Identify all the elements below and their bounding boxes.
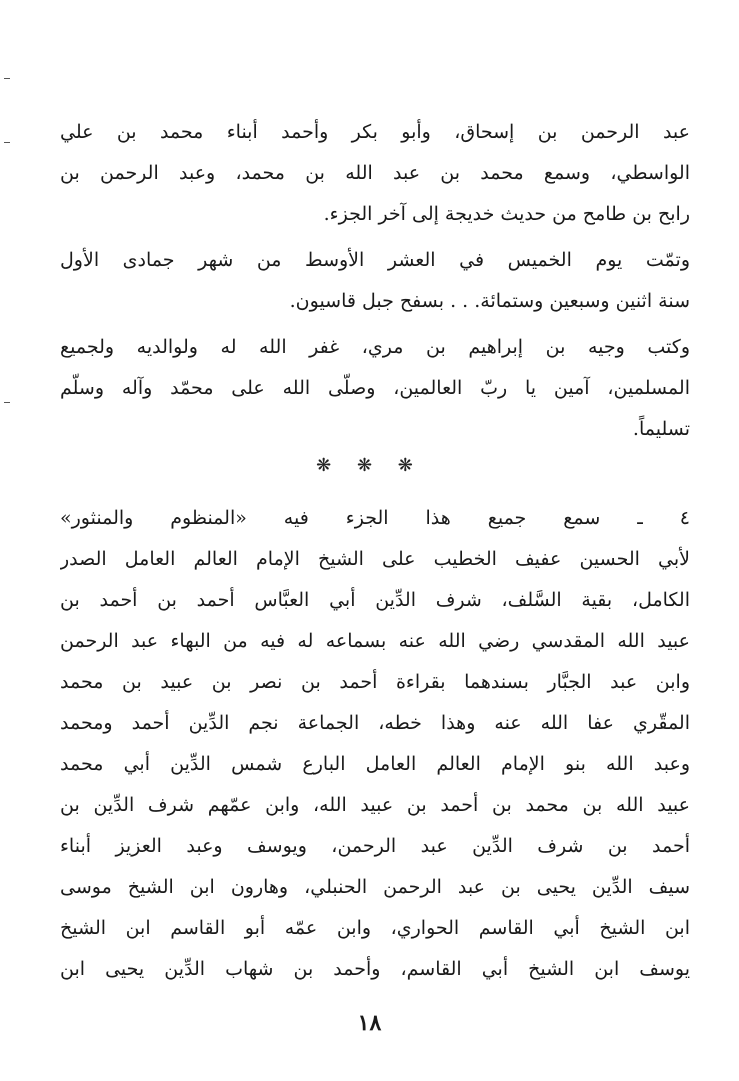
paragraph-1	[60, 112, 690, 235]
page-number: ١٨	[357, 1010, 382, 1036]
text-line: عبيد الله بن محمد بن أحمد بن عبيد الله، وابن عمّهم شرف الدِّين بن	[60, 794, 690, 816]
margin-mark	[4, 402, 10, 403]
text-line: المقّري عفا الله عنه وهذا خطه، الجماعة نجم الدِّين أحمد ومحمد	[60, 712, 690, 734]
section-separator: ❋ ❋ ❋	[316, 455, 423, 476]
text-line: تسليماً.	[632, 418, 690, 440]
text-line: يوسف ابن الشيخ أبي القاسم، وأحمد بن شهاب الدِّين يحيى ابن	[60, 958, 690, 980]
text-line: رابح بن طامح من حديث خديجة إلى آخر الجزء.	[323, 203, 690, 225]
text-line: وعبد الله بنو الإمام العالم العامل البارع شمس الدِّين أبي محمد	[60, 753, 690, 775]
text-line: سيف الدِّين يحيى بن عبد الرحمن الحنبلي، وهارون ابن الشيخ موسى	[60, 876, 690, 898]
text-line: ٤ ـ سمع جميع هذا الجزء فيه «المنظوم والمنثور»	[60, 507, 690, 529]
text-line: ابن الشيخ أبي القاسم الحواري، وابن عمّه أبو القاسم ابن الشيخ	[60, 917, 690, 939]
text-line: الواسطي، وسمع محمد بن عبد الله بن محمد، وعبد الرحمن بن	[60, 162, 690, 184]
text-line: وكتب وجيه بن إبراهيم بن مري، غفر الله له ولوالديه ولجميع	[60, 336, 690, 358]
paragraph-2	[60, 240, 690, 322]
text-line: لأبي الحسين عفيف الخطيب على الشيخ الإمام العالم العامل الصدر	[60, 548, 690, 570]
text-line: عبد الرحمن بن إسحاق، وأبو بكر وأحمد أبناء محمد بن علي	[60, 121, 690, 143]
text-line: الكامل، بقية السَّلف، شرف الدِّين أبي العبَّاس أحمد بن أحمد بن	[60, 589, 690, 611]
text-line: أحمد بن شرف الدِّين عبد الرحمن، ويوسف وعبد العزيز أبناء	[60, 835, 690, 857]
text-line: المسلمين، آمين يا ربّ العالمين، وصلّى الله على محمّد وآله وسلّم	[60, 377, 690, 399]
margin-mark	[4, 78, 10, 79]
text-line: وتمّت يوم الخميس في العشر الأوسط من شهر جمادى الأول	[60, 249, 690, 271]
section-4	[60, 498, 690, 990]
text-line: وابن عبد الجبَّار بسندهما بقراءة أحمد بن نصر بن عبيد بن محمد	[60, 671, 690, 693]
text-line: سنة اثنين وسبعين وستمائة. . . بسفح جبل قاسيون.	[289, 290, 690, 312]
margin-mark	[4, 142, 10, 143]
text-line: عبيد الله المقدسي رضي الله عنه بسماعه له فيه من البهاء عبد الرحمن	[60, 630, 690, 652]
paragraph-3	[60, 327, 690, 450]
